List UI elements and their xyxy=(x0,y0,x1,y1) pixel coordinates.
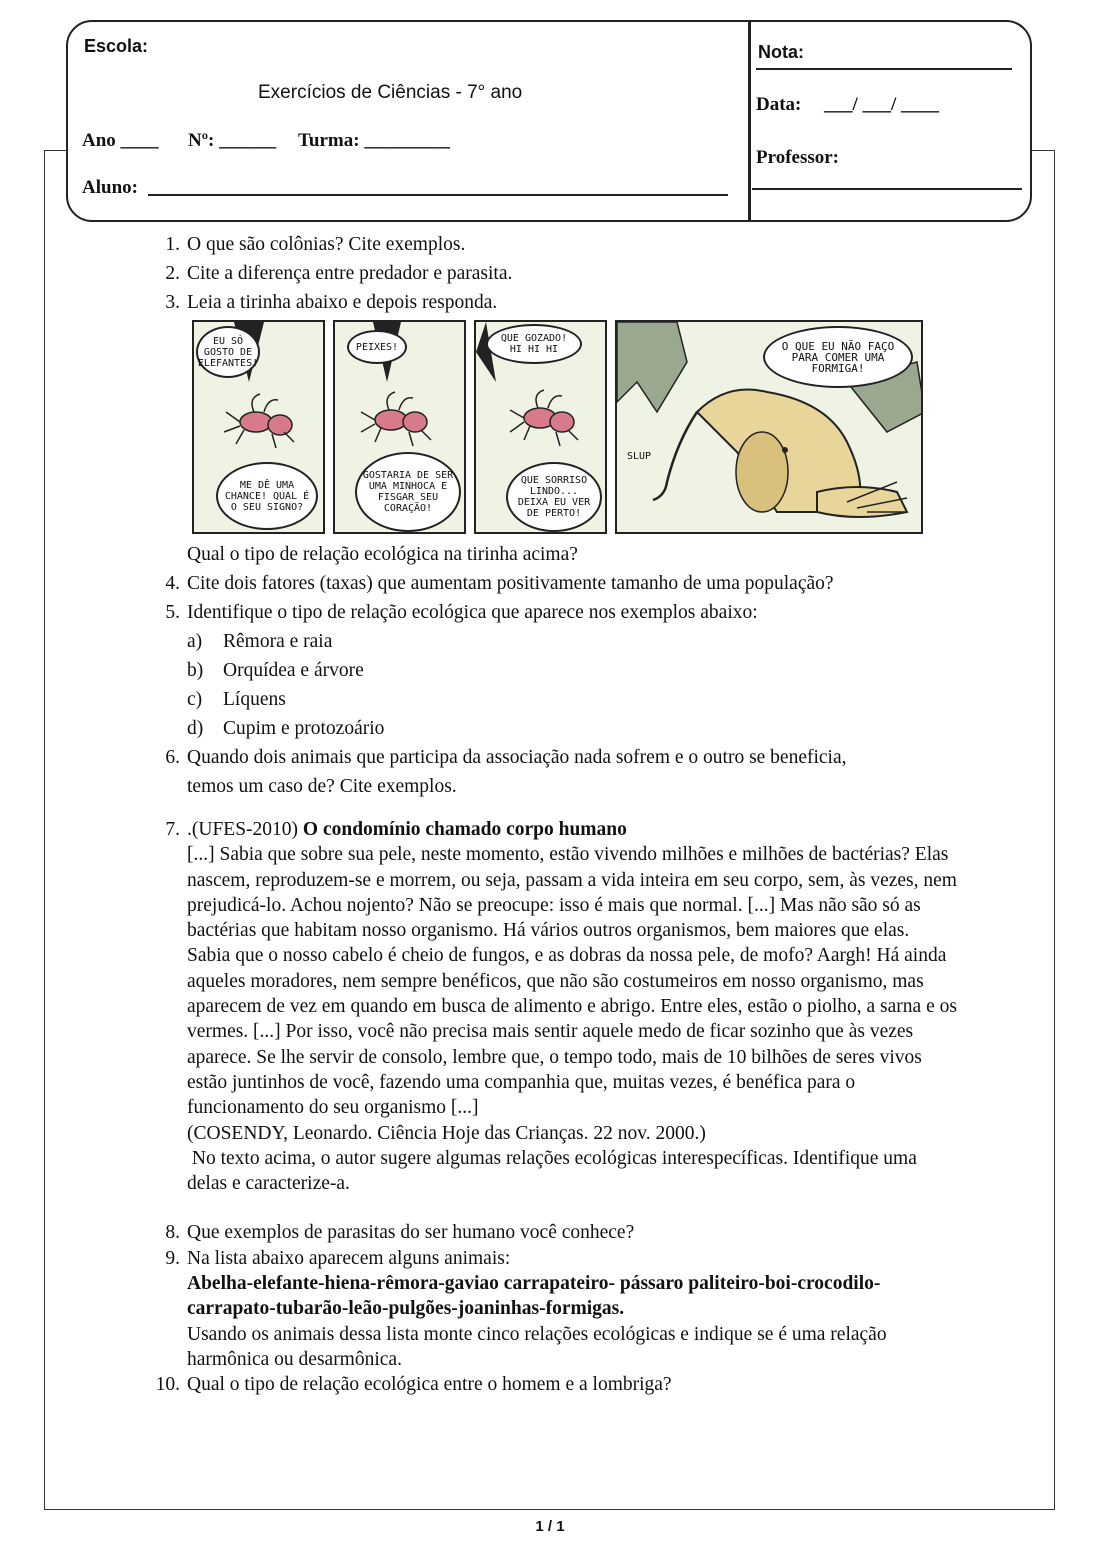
sound-effect: SLUP xyxy=(627,451,652,462)
animal-list: Abelha-elefante-hiena-rêmora-gaviao carrapateiro- pássaro paliteiro-boi-crocodilo-carrapato-tubarão-leão-pulgões-joaninhas-formigas. xyxy=(187,1273,881,1320)
question-5 xyxy=(150,598,950,627)
question-number: 2. xyxy=(165,263,180,284)
passage-text: [...] Sabia que sobre sua pele, neste momento, estão vivendo milhões e milhões de bactérias? Elas nascem, reproduzem-se e morrem, ou seja, passam a vida inteira em seu corpo, sem, às vezes, nem prejudicá-lo. Achou nojento? Não se preocupe: isso é mais que normal. [...] Mas não são só as bactérias que habitam nosso organismo. Há vários outros organismos, bem maiores que elas. Sabia que o nosso cabelo é cheio de fungos, e as dobras da nossa pele, de mofo? Aargh! Há ainda aqueles moradores, nem sempre benéficos, que não são costumeiros em nosso organismo, mas aparecem de vez em quando em busca de alimento e abrigo. Entre eles, estão o piolho, a sarna e os vermes. [...] Por isso, você não precisa mais sentir aquele medo de ficar sozinho que às vezes aparece. Se lhe servir de consolo, lembre que, o tempo todo, mais de 10 bilhões de seres vivos estão juntinhos de você, fazendo uma companhia que, muitas vezes, é benéfica para o funcionamento do seu organismo [...] xyxy=(187,844,957,1119)
class-field: Turma: _________ xyxy=(298,130,450,151)
question-7 xyxy=(150,817,957,1196)
question-number: 9. xyxy=(165,1247,180,1269)
question-5-item xyxy=(150,627,950,656)
comic-strip xyxy=(187,320,950,538)
header-divider xyxy=(748,22,751,220)
speech-bubble: ME DÊ UMA CHANCE! QUAL É O SEU SIGNO? xyxy=(216,462,318,530)
grade-label: Nota: xyxy=(758,42,804,62)
passage-title: O condomínio chamado corpo humano xyxy=(302,819,627,840)
item-text: Líquens xyxy=(223,689,286,710)
question-number: 7. xyxy=(165,819,180,840)
question-number: 5. xyxy=(165,602,180,623)
item-letter: c) xyxy=(187,689,203,710)
question-5-item xyxy=(150,685,950,714)
comic-panel-1 xyxy=(192,320,325,534)
question-2 xyxy=(150,259,950,288)
question-number: 6. xyxy=(165,747,180,768)
question-8 xyxy=(150,1220,950,1245)
question-text: Qual o tipo de relação ecológica entre o homem e a lombriga? xyxy=(187,1374,672,1396)
question-5-item xyxy=(150,656,950,685)
question-number: 1. xyxy=(165,234,180,255)
school-label: Escola: xyxy=(84,36,149,56)
item-letter: b) xyxy=(187,660,204,681)
question-text: Na lista abaixo aparecem alguns animais: xyxy=(187,1247,511,1269)
teacher-line xyxy=(752,188,1022,190)
question-1 xyxy=(150,230,950,259)
date-label: Data: xyxy=(756,94,802,115)
question-text: Leia a tirinha abaixo e depois responda. xyxy=(187,292,498,313)
question-number: 8. xyxy=(165,1222,180,1244)
year-field: Ano ____ xyxy=(82,130,159,151)
item-text: Orquídea e árvore xyxy=(223,660,364,681)
question-9 xyxy=(150,1246,947,1372)
question-text: O que são colônias? Cite exemplos. xyxy=(187,234,466,255)
speech-bubble: PEIXES! xyxy=(347,330,407,364)
grade-line xyxy=(756,68,1012,70)
question-text: Cite a diferença entre predador e parasita. xyxy=(187,263,513,284)
question-number: 4. xyxy=(165,573,180,594)
question-5-item xyxy=(150,714,950,743)
passage-citation: (COSENDY, Leonardo. Ciência Hoje das Crianças. 22 nov. 2000.) xyxy=(187,1122,706,1144)
speech-bubble: QUE GOZADO! HI HI HI xyxy=(486,324,582,364)
question-text: Qual o tipo de relação ecológica na tirinha acima? xyxy=(187,544,578,565)
question-source: .(UFES-2010) xyxy=(187,819,299,840)
student-line xyxy=(148,194,728,196)
question-10 xyxy=(150,1372,950,1397)
speech-bubble: EU SÓ GOSTO DE ELEFANTES! xyxy=(196,326,260,378)
number-field: Nº: ______ xyxy=(188,130,277,151)
speech-bubble: GOSTARIA DE SER UMA MINHOCA E FISGAR SEU CORAÇÃO! xyxy=(355,452,461,532)
question-text: Que exemplos de parasitas do ser humano você conhece? xyxy=(187,1222,635,1244)
question-list xyxy=(150,230,957,1398)
item-text: Cupim e protozoário xyxy=(223,718,385,739)
speech-bubble: O QUE EU NÃO FAÇO PARA COMER UMA FORMIGA! xyxy=(763,326,913,388)
question-4 xyxy=(150,569,950,598)
question-text: Cite dois fatores (taxas) que aumentam positivamente tamanho de uma população? xyxy=(187,573,834,594)
date-blanks: ___/ ___/ ____ xyxy=(824,94,940,115)
comic-panel-2 xyxy=(333,320,466,534)
item-letter: a) xyxy=(187,631,203,652)
comic-panel-3 xyxy=(474,320,607,534)
speech-bubble: QUE SORRISO LINDO... DEIXA EU VER DE PERTO! xyxy=(506,462,602,532)
header-box xyxy=(66,20,1032,222)
question-number: 3. xyxy=(165,292,180,313)
page-number: 1 / 1 xyxy=(535,1518,565,1535)
question-text: Quando dois animais que participa da associação nada sofrem e o outro se beneficia, temos um caso de? Cite exemplos. xyxy=(187,747,847,797)
question-3 xyxy=(150,288,950,317)
question-number: 10. xyxy=(155,1374,180,1396)
worksheet-title: Exercícios de Ciências - 7° ano xyxy=(258,82,523,103)
student-label: Aluno: xyxy=(82,177,138,198)
item-letter: d) xyxy=(187,718,204,739)
question-6 xyxy=(150,743,887,801)
question-text: Identifique o tipo de relação ecológica que aparece nos exemplos abaixo: xyxy=(187,602,758,623)
question-3-followup xyxy=(150,540,950,569)
question-instruction: Usando os animais dessa lista monte cinco relações ecológicas e indique se é uma relação harmônica ou desarmônica. xyxy=(187,1323,887,1370)
teacher-label: Professor: xyxy=(756,147,840,168)
comic-panel-4 xyxy=(615,320,923,534)
question-text: No texto acima, o autor sugere algumas relações ecológicas interespecíficas. Identifique uma delas e caracterize-a. xyxy=(187,1147,922,1195)
item-text: Rêmora e raia xyxy=(223,631,333,652)
